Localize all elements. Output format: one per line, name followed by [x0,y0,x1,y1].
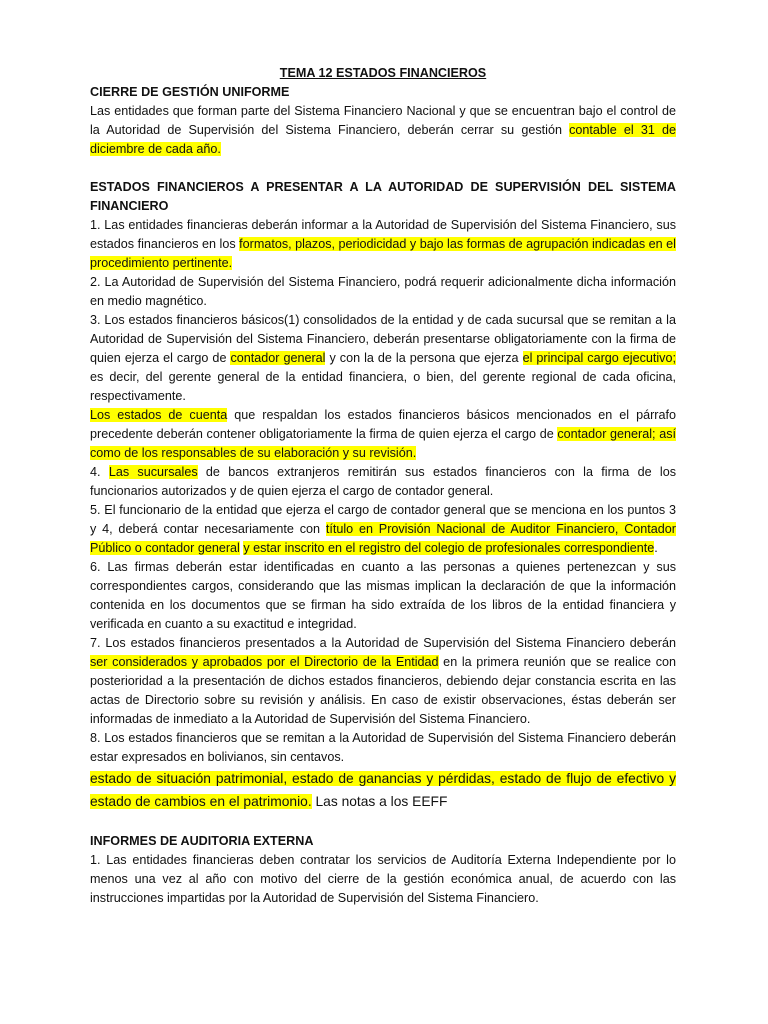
list-item-9 [90,767,676,813]
list-item-1 [90,216,676,273]
text-run: y con la de la persona que ejerza [325,351,523,365]
paragraph-gap [90,159,676,178]
list-item-auditoria-1: 1. Las entidades financieras deben contratar los servicios de Auditoría Externa Independiente por lo menos una vez al año con motivo del cierre de la gestión económica anual, de acuerdo con las instrucciones impartidas por la Autoridad de Supervisión del Sistema Financiero. [90,853,676,905]
list-item-3 [90,311,676,406]
text-run: es decir, del gerente general de la entidad financiera, o bien, del gerente regional de cada oficina, respectivamente. [90,370,676,403]
text-run: de bancos extranjeros remitirán sus estados financieros con la firma de los funcionarios autorizados y de quien ejerza el cargo de contador general. [90,465,676,498]
list-item-6: 6. Las firmas deberán estar identificadas en cuanto a las personas a quienes pertenezcan y sus correspondientes cargos, considerando que las mismas implican la declaración de que la información contenida en los documentos que se firman ha sido extraída de los libros de la entidad financiera y verificada en cuanto a su exactitud e integridad. [90,560,676,631]
section-heading-cierre: CIERRE DE GESTIÓN UNIFORME [90,85,290,99]
paragraph-cierre [90,102,676,159]
text-run: 5. El funcionario de la entidad que ejerza el cargo de contador general que se menciona en los puntos 3 y 4, deberá contar necesariamente con [90,503,676,536]
highlighted-text: contable el 31 de diciembre de cada año. [90,123,676,156]
highlighted-text: y estar inscrito en el registro del colegio de profesionales correspondiente [243,541,655,555]
section-heading-estados: ESTADOS FINANCIEROS A PRESENTAR A LA AUTORIDAD DE SUPERVISIÓN DEL SISTEMA FINANCIERO [90,180,676,213]
text-run: 3. Los estados financieros básicos(1) consolidados de la entidad y de cada sucursal que se remitan a la Autoridad de Supervisión del Sistema Financiero, deberán presentarse obligatoriamente con la firma de quien ejerza el cargo de [90,313,676,365]
highlighted-text: ser considerados y aprobados por el Directorio de la Entidad [90,655,439,669]
highlighted-text: contador general; así como de los responsables de su elaboración y su revisión. [90,427,676,460]
list-item-8: 8. Los estados financieros que se remitan a la Autoridad de Supervisión del Sistema Financiero deberán estar expresados en bolivianos, sin centavos. [90,731,676,764]
document-body [90,64,676,908]
text-run: . [654,541,658,555]
section-heading-auditoria: INFORMES DE AUDITORIA EXTERNA [90,834,314,848]
list-item-7 [90,634,676,729]
list-item-4 [90,463,676,501]
text-run: que respaldan los estados financieros básicos mencionados en el párrafo precedente deberán contener obligatoriamente la firma de quien ejerza el cargo de [90,408,676,441]
highlighted-text: título en Provisión Nacional de Auditor Financiero, Contador Público o contador general [90,522,676,555]
list-item-5 [90,501,676,558]
highlighted-text: Los estados de cuenta [90,408,228,422]
text-run: Las entidades que forman parte del Sistema Financiero Nacional y que se encuentran bajo el control de la Autoridad de Supervisión del Sistema Financiero, deberán cerrar su gestión [90,104,676,137]
text-run: en la primera reunión que se realice con posterioridad a la presentación de dichos estados financieros, debiendo dejar constancia escrita en las actas de Directorio sobre su revisión y análisis. En caso de existir observaciones, éstas deberán ser informadas de inmediato a la Autoridad de Supervisión del Sistema Financiero. [90,655,676,726]
text-run: 4. [90,465,109,479]
text-run: 1. Las entidades financieras deberán informar a la Autoridad de Supervisión del Sistema Financiero, sus estados financieros en los [90,218,676,251]
paragraph-gap [90,813,676,832]
list-item-2: 2. La Autoridad de Supervisión del Sistema Financiero, podrá requerir adicionalmente dicha información en medio magnético. [90,275,676,308]
text-run: Las notas a los EEFF [311,794,448,809]
text-run: 7. Los estados financieros presentados a la Autoridad de Supervisión del Sistema Financiero deberán [90,636,676,650]
highlighted-text: estado de situación patrimonial, estado de ganancias y pérdidas, estado de flujo de efectivo y estado de cambios en el patrimonio. [90,771,676,809]
highlighted-text: formatos, plazos, periodicidad y bajo las formas de agrupación indicadas en el procedimiento pertinente. [90,237,676,270]
highlighted-text: el principal cargo ejecutivo; [522,351,676,365]
highlighted-text: Las sucursales [108,465,198,479]
list-item-3-continuation [90,406,676,463]
highlighted-text: contador general [230,351,326,365]
document-title: TEMA 12 ESTADOS FINANCIEROS [279,66,487,80]
